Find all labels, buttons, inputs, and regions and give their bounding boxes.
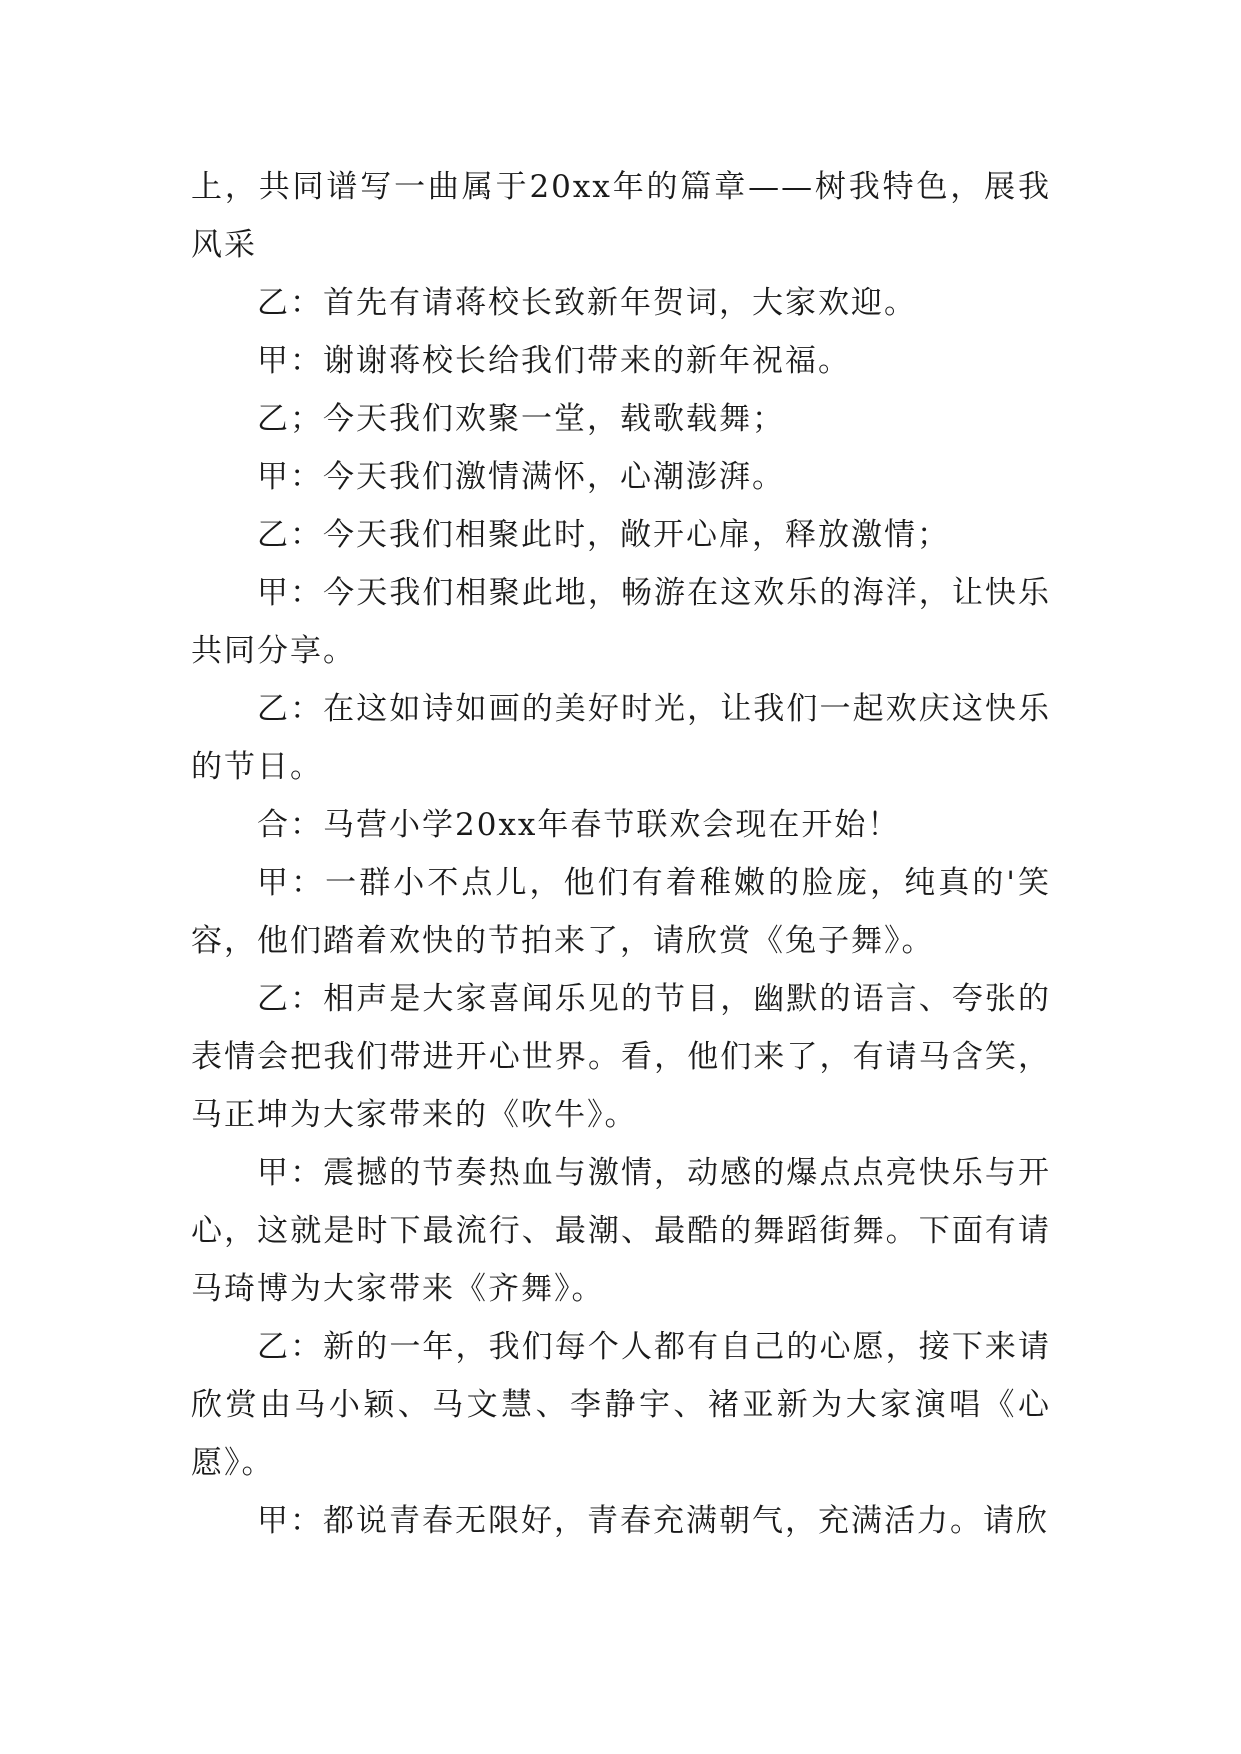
paragraph-11: 乙：相声是大家喜闻乐见的节目，幽默的语言、夸张的表情会把我们带进开心世界。看，他们来了，有请马含笑，马正坤为大家带来的《吹牛》。 (191, 981, 1051, 1133)
paragraph-4: 乙；今天我们欢聚一堂，载歌载舞； (257, 401, 785, 437)
paragraph-10: 甲：一群小不点儿，他们有着稚嫩的脸庞，纯真的'笑容，他们踏着欢快的节拍来了，请欣赏《兔子舞》。 (191, 865, 1051, 959)
paragraph-2: 乙：首先有请蒋校长致新年贺词，大家欢迎。 (257, 285, 917, 321)
paragraph-8: 乙：在这如诗如画的美好时光，让我们一起欢庆这快乐的节日。 (191, 691, 1051, 785)
paragraph-6: 乙：今天我们相聚此时，敞开心扉，释放激情； (257, 517, 950, 553)
paragraph-3: 甲：谢谢蒋校长给我们带来的新年祝福。 (257, 343, 851, 379)
paragraph-5: 甲：今天我们激情满怀，心潮澎湃。 (257, 459, 785, 495)
paragraph-9: 合：马营小学20xx年春节联欢会现在开始！ (257, 807, 901, 843)
paragraph-1: 上，共同谱写一曲属于20xx年的篇章——树我特色，展我风采 (191, 169, 1051, 263)
document-body (191, 158, 1051, 1550)
paragraph-7: 甲：今天我们相聚此地，畅游在这欢乐的海洋，让快乐共同分享。 (191, 575, 1051, 669)
paragraph-14: 甲：都说青春无限好，青春充满朝气，充满活力。请欣 (257, 1503, 1049, 1539)
paragraph-12: 甲：震撼的节奏热血与激情，动感的爆点点亮快乐与开心，这就是时下最流行、最潮、最酷的舞蹈街舞。下面有请马琦博为大家带来《齐舞》。 (191, 1155, 1051, 1307)
paragraph-13: 乙：新的一年，我们每个人都有自己的心愿，接下来请欣赏由马小颖、马文慧、李静宇、褚亚新为大家演唱《心愿》。 (191, 1329, 1051, 1481)
